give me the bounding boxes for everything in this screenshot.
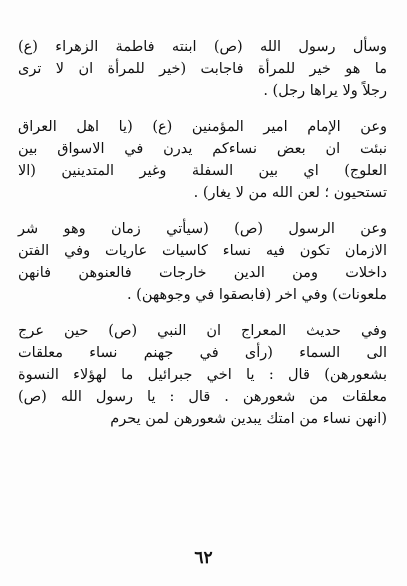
text-line: ما هو خير للمرأة فاجابت (خير للمرأة ان لا ترى [18,61,387,77]
text-line: وعن الرسول (ص) (سيأتي زمان وهو شر [18,221,387,237]
text-line: ملعونات) وفي اخر (فابصقوا في وجوههن) . [126,287,387,303]
text-line: وعن الإمام امير المؤمنين (ع) (يا اهل العراق [18,119,387,135]
text-line: بشعورهن) قال : يا اخي جبرائيل ما لهؤلاء النسوة [18,367,387,383]
text-line: نبئت ان بعض نساءكم يدرن في الاسواق بين [18,141,387,157]
text-line: معلقات من شعورهن . قال : يا رسول الله (ص) [18,389,387,405]
text-line: تستحيون ؛ لعن الله من لا يغار) . [193,185,387,201]
page-text [18,36,387,444]
paragraph-fatima-hadith [18,36,387,102]
page-number: ٦٢ [194,548,213,568]
text-line: وفي حديث المعراج ان النبي (ص) حين عرج [18,323,387,339]
text-line: (انهن نساء من امتك يبدين شعورهن لمن يحرم [110,411,387,427]
paragraph-miraj-hadith [18,320,387,430]
text-line: داخلات ومن الدين خارجات فالعنوهن فانهن [18,265,387,281]
text-line: الى السماء (رأى في جهنم نساء معلقات [18,345,387,361]
paragraph-imam-ali-hadith [18,116,387,204]
text-line: رجلاً ولا يراها رجل) . [263,83,387,99]
text-line: الازمان تكون فيه نساء كاسيات عاريات وفي الفتن [18,243,387,259]
text-line: وسأل رسول الله (ص) ابنته فاطمة الزهراء (ع) [18,39,387,55]
text-line: العلوج) اي بين السفلة وغير المتدينين (الا [18,163,387,179]
paragraph-prophet-hadith [18,218,387,306]
